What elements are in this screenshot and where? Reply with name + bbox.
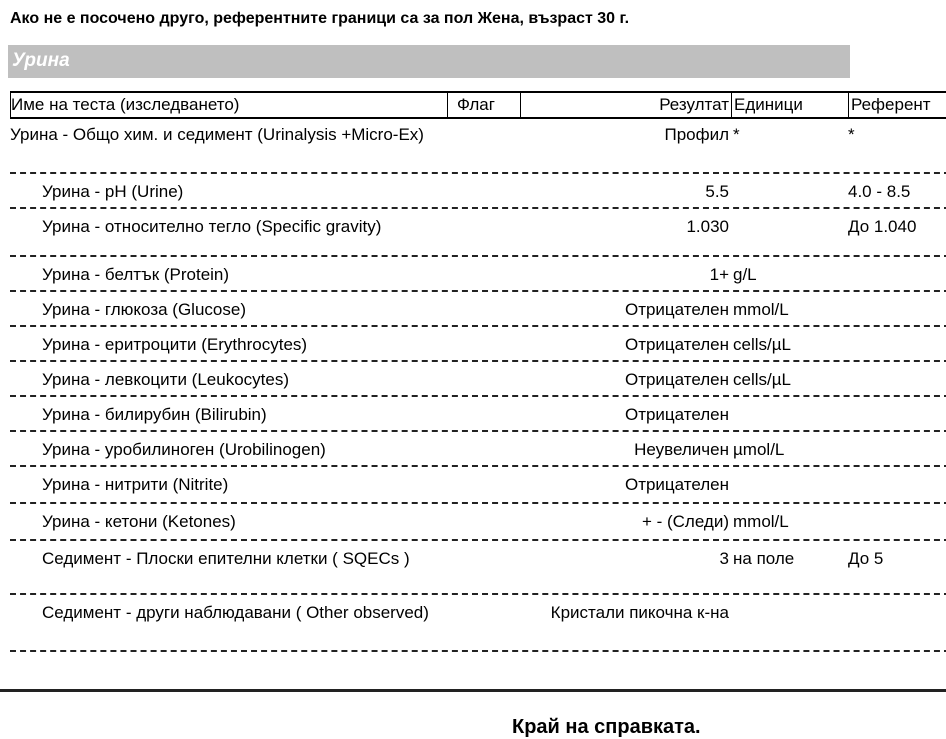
- table-row: [10, 292, 946, 327]
- table-row: [10, 397, 946, 432]
- reference: 4.0 - 8.5: [848, 182, 911, 201]
- table-row: [10, 362, 946, 397]
- result: Отрицателен: [624, 475, 729, 494]
- section-header: [8, 45, 850, 78]
- test-name: Урина - еритроцити (Erythrocytes): [42, 335, 308, 354]
- test-name: Урина - pH (Urine): [42, 182, 184, 201]
- result: Кристали пикочна к-на: [550, 603, 729, 622]
- result: Профил: [664, 125, 729, 144]
- table-row: [10, 117, 946, 174]
- col-name: Име на теста (изследването): [10, 93, 447, 117]
- test-name: Урина - Общо хим. и седимент (Urinalysis +Micro-Ex): [10, 125, 424, 144]
- col-units: Единици: [731, 93, 848, 117]
- result: + - (Следи): [641, 512, 729, 531]
- test-name: Урина - уробилиноген (Urobilinogen): [42, 440, 326, 459]
- units: cells/µL: [733, 370, 791, 389]
- units: *: [733, 125, 740, 144]
- reference: *: [848, 125, 855, 144]
- table-row: [10, 174, 946, 209]
- test-name: Седимент - други наблюдавани ( Other observed): [42, 603, 429, 622]
- table-row: [10, 467, 946, 504]
- test-name: Урина - левкоцити (Leukocytes): [42, 370, 289, 389]
- units: cells/µL: [733, 335, 791, 354]
- table-row: [10, 432, 946, 467]
- result: Отрицателен: [624, 405, 729, 424]
- section-title: Урина: [12, 50, 70, 71]
- test-name: Урина - нитрити (Nitrite): [42, 475, 229, 494]
- col-flag: Флаг: [447, 93, 519, 117]
- units: g/L: [733, 265, 757, 284]
- table-row: [10, 257, 946, 292]
- result: 5.5: [705, 182, 729, 201]
- end-of-report: Край на справката.: [512, 716, 701, 738]
- result: Неувеличен: [634, 440, 729, 459]
- table-row: [10, 504, 946, 541]
- table-row: [10, 327, 946, 362]
- units: на поле: [733, 549, 795, 568]
- result: Отрицателен: [624, 370, 729, 389]
- test-name: Седимент - Плоски епителни клетки ( SQECs ): [42, 549, 410, 568]
- units: mmol/L: [733, 512, 789, 531]
- results-table: [10, 117, 946, 652]
- table-row: [10, 209, 946, 257]
- result: Отрицателен: [624, 335, 729, 354]
- test-name: Урина - относително тегло (Specific gravity): [42, 217, 382, 236]
- result: 1+: [709, 265, 729, 284]
- test-name: Урина - кетони (Ketones): [42, 512, 236, 531]
- units: µmol/L: [733, 440, 785, 459]
- result: Отрицателен: [624, 300, 729, 319]
- reference-note: Ако не е посочено друго, референтните граници са за пол Жена, възраст 30 г.: [10, 10, 630, 27]
- result: 3: [719, 549, 729, 568]
- table-row: [10, 541, 946, 595]
- result: 1.030: [686, 217, 729, 236]
- reference: До 5: [848, 549, 884, 568]
- test-name: Урина - глюкоза (Glucose): [42, 300, 246, 319]
- reference: До 1.040: [848, 217, 917, 236]
- units: mmol/L: [733, 300, 789, 319]
- table-row: [10, 595, 946, 652]
- table-header: [10, 91, 946, 119]
- test-name: Урина - билирубин (Bilirubin): [42, 405, 267, 424]
- col-result: Резултат: [520, 93, 731, 117]
- test-name: Урина - белтък (Protein): [42, 265, 230, 284]
- col-ref: Референт: [848, 93, 946, 117]
- divider: [0, 689, 946, 692]
